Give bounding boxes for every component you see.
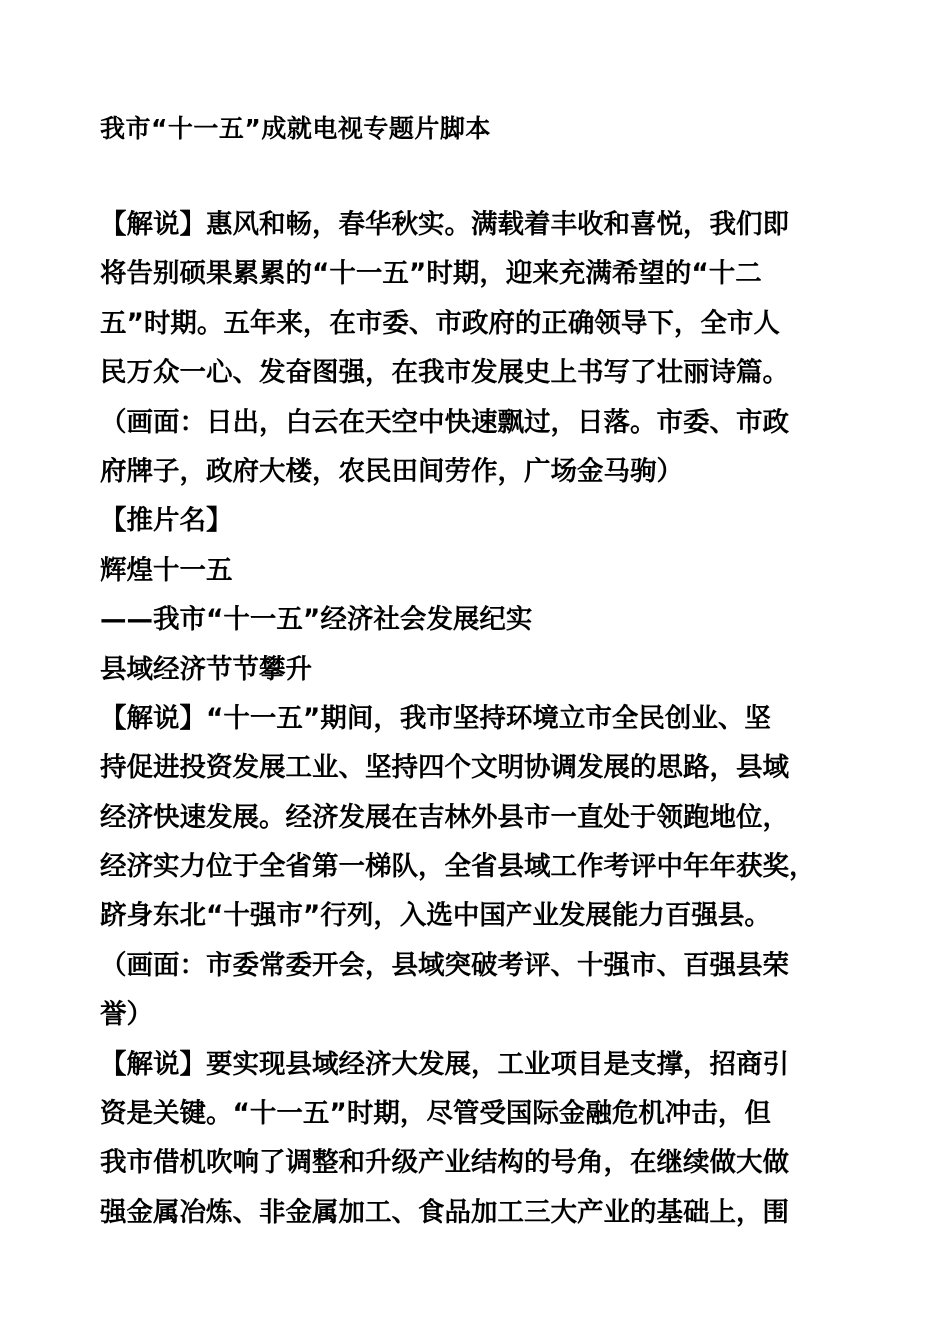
body-line: ——我市“十一五”经济社会发展纪实	[100, 604, 533, 636]
body-line: 【解说】要实现县域经济大发展，工业项目是支撑，招商引	[100, 1048, 789, 1080]
body-line: 持促进投资发展工业、坚持四个文明协调发展的思路，县域	[100, 752, 789, 784]
body-line: 跻身东北“十强市”行列，入选中国产业发展能力百强县。	[100, 900, 771, 932]
body-line: 【解说】“十一五”期间，我市坚持环境立市全民创业、坚	[100, 702, 771, 734]
body-line: 资是关键。“十一五”时期，尽管受国际金融危机冲击，但	[100, 1098, 771, 1130]
body-line: 【推片名】	[100, 505, 233, 537]
body-line: 将告别硕果累累的“十一五”时期，迎来充满希望的“十二	[100, 258, 762, 290]
body-line: 民万众一心、发奋图强，在我市发展史上书写了壮丽诗篇。	[100, 357, 789, 389]
body-line: 【解说】惠风和畅，春华秋实。满载着丰收和喜悦，我们即	[100, 209, 789, 240]
body-line: 经济实力位于全省第一梯队，全省县域工作考评中年年获奖，	[100, 851, 816, 883]
body-line: 县域经济节节攀升	[100, 653, 312, 685]
body-line: （画面：日出，白云在天空中快速飘过，日落。市委、市政	[100, 406, 789, 438]
document-page	[100, 104, 860, 1237]
document-title: 我市“十一五”成就电视专题片脚本	[100, 114, 491, 143]
body-line: （画面：市委常委开会，县域突破考评、十强市、百强县荣	[100, 949, 789, 981]
document-body	[100, 200, 860, 1237]
body-line: 五”时期。五年来，在市委、市政府的正确领导下，全市人	[100, 307, 780, 339]
body-line: 我市借机吹响了调整和升级产业结构的号角，在继续做大做	[100, 1147, 789, 1179]
body-line: 誉）	[100, 999, 153, 1031]
body-line: 强金属冶炼、非金属加工、食品加工三大产业的基础上，围	[100, 1196, 789, 1228]
body-line: 辉煌十一五	[100, 554, 233, 586]
body-line: 经济快速发展。经济发展在吉林外县市一直处于领跑地位，	[100, 801, 789, 833]
body-line: 府牌子，政府大楼，农民田间劳作，广场金马驹）	[100, 455, 683, 487]
